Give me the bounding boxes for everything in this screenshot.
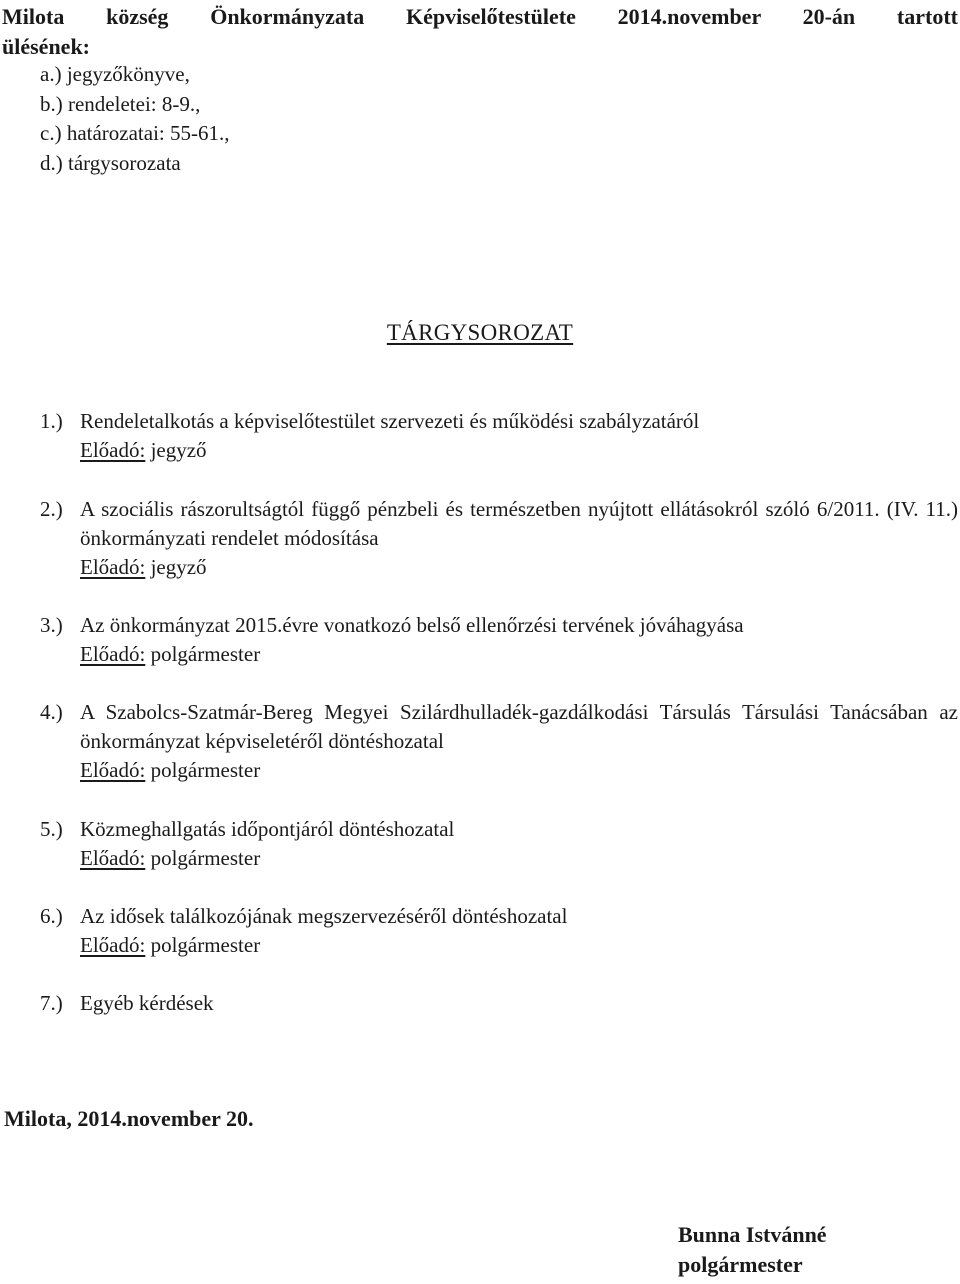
agenda-item-6 bbox=[40, 902, 958, 960]
agenda-item-number: 2.) bbox=[40, 497, 63, 521]
agenda-item-presenter bbox=[80, 931, 958, 960]
presenter-label: Előadó: bbox=[80, 438, 146, 462]
agenda-title bbox=[0, 318, 960, 347]
agenda-item-presenter bbox=[80, 553, 958, 582]
agenda-item-1 bbox=[40, 407, 958, 465]
agenda-item-4 bbox=[40, 698, 958, 785]
presenter-label: Előadó: bbox=[80, 758, 146, 782]
agenda-title-text: TÁRGYSOROZAT bbox=[386, 320, 574, 345]
agenda-item-3 bbox=[40, 611, 958, 669]
presenter-value: jegyző bbox=[150, 555, 207, 579]
agenda-item-7 bbox=[40, 989, 958, 1018]
agenda-item-text: Az idősek találkozójának megszervezéséről döntéshozatal bbox=[80, 904, 568, 928]
agenda-item-number: 6.) bbox=[40, 904, 63, 928]
agenda-item-text: Rendeletalkotás a képviselőtestület szervezeti és működési szabályzatáról bbox=[80, 409, 700, 433]
presenter-label: Előadó: bbox=[80, 555, 146, 579]
agenda-item-number: 3.) bbox=[40, 613, 63, 637]
document-list bbox=[40, 60, 230, 178]
presenter-value: jegyző bbox=[150, 438, 207, 462]
presenter-value: polgármester bbox=[150, 758, 261, 782]
agenda-item-text: Közmeghallgatás időpontjáról döntéshozatal bbox=[80, 817, 455, 841]
agenda-item-5 bbox=[40, 815, 958, 873]
agenda-item-presenter bbox=[80, 640, 958, 669]
signatory-title: polgármester bbox=[678, 1252, 803, 1277]
agenda-item-text: A szociális rászorultságtól függő pénzbeli és természetben nyújtott ellátásokról szóló 6/2011. (IV. 11.) önkormányzati rendelet módosítása bbox=[80, 497, 958, 550]
agenda-item-number: 1.) bbox=[40, 409, 63, 433]
header-line-1: Milota község Önkormányzata Képviselőtestülete 2014.november 20-án tartott bbox=[2, 4, 958, 29]
place-and-date: Milota, 2014.november 20. bbox=[4, 1106, 254, 1131]
document-header bbox=[2, 2, 958, 62]
agenda-item-presenter bbox=[80, 844, 958, 873]
agenda-item-number: 5.) bbox=[40, 817, 63, 841]
agenda-item-2 bbox=[40, 495, 958, 582]
signatory-name: Bunna Istvánné bbox=[678, 1222, 827, 1247]
presenter-value: polgármester bbox=[150, 846, 261, 870]
list-item: d.) tárgysorozata bbox=[40, 150, 181, 175]
presenter-label: Előadó: bbox=[80, 933, 146, 957]
list-item: b.) rendeletei: 8-9., bbox=[40, 91, 201, 116]
agenda-item-number: 7.) bbox=[40, 991, 63, 1015]
presenter-label: Előadó: bbox=[80, 846, 146, 870]
presenter-value: polgármester bbox=[150, 642, 261, 666]
agenda-item-text: Az önkormányzat 2015.évre vonatkozó belső ellenőrzési tervének jóváhagyása bbox=[80, 613, 744, 637]
presenter-label: Előadó: bbox=[80, 642, 146, 666]
agenda-item-text: A Szabolcs-Szatmár-Bereg Megyei Szilárdhulladék-gazdálkodási Társulás Társulási Tanácsában az önkormányzat képviseletéről döntéshozatal bbox=[80, 700, 958, 753]
list-item: c.) határozatai: 55-61., bbox=[40, 121, 230, 145]
list-item: a.) jegyzőkönyve, bbox=[40, 62, 190, 86]
presenter-value: polgármester bbox=[150, 933, 261, 957]
signature-block bbox=[678, 1220, 827, 1280]
agenda-item-number: 4.) bbox=[40, 700, 63, 724]
header-line-2: ülésének: bbox=[2, 34, 90, 59]
agenda-item-presenter bbox=[80, 756, 958, 785]
agenda-item-presenter bbox=[80, 436, 958, 465]
agenda-item-text: Egyéb kérdések bbox=[80, 991, 214, 1015]
